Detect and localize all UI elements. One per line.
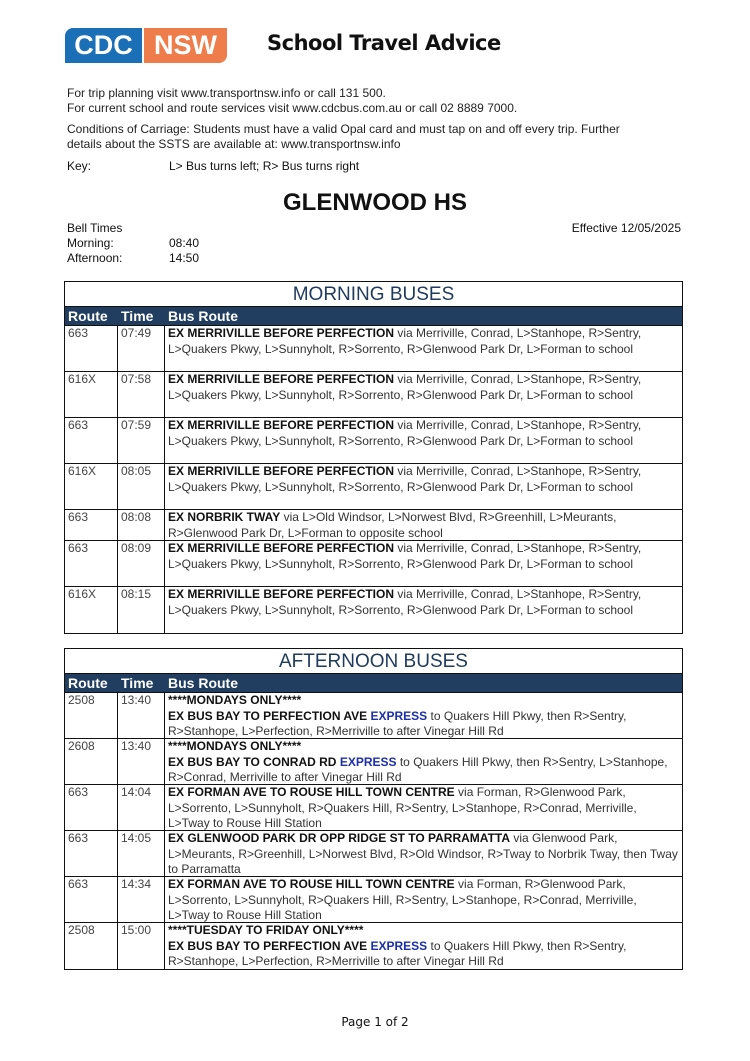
route-via: via Merriville, Conrad, L>Stanhope, R>Sentry, L>Quakers Pkwy, L>Sunnyholt, R>Sorrento, R>Glenwood Park Dr, L>Forman to school: [168, 464, 642, 494]
table-row: [65, 510, 682, 541]
header-bus-route: Bus Route: [168, 308, 238, 324]
route-number: 2508: [65, 693, 118, 738]
effective-date: Effective 12/05/2025: [571, 221, 681, 235]
route-title: EX GLENWOOD PARK DR OPP RIDGE ST TO PARRAMATTA: [168, 831, 511, 845]
route-via: via Merriville, Conrad, L>Stanhope, R>Sentry, L>Quakers Pkwy, L>Sunnyholt, R>Sorrento, R>Glenwood Park Dr, L>Forman to school: [168, 587, 642, 617]
cdc-nsw-logo: [65, 28, 227, 63]
route-title: EX MERRIVILLE BEFORE PERFECTION: [168, 464, 395, 478]
route-number: 663: [65, 785, 118, 830]
express-label: EXPRESS: [370, 708, 428, 723]
route-description: [165, 510, 682, 540]
route-via: via Merriville, Conrad, L>Stanhope, R>Sentry, L>Quakers Pkwy, L>Sunnyholt, R>Sorrento, R>Glenwood Park Dr, L>Forman to school: [168, 541, 642, 571]
route-number: 663: [65, 326, 118, 371]
route-via: via Merriville, Conrad, L>Stanhope, R>Sentry, L>Quakers Pkwy, L>Sunnyholt, R>Sorrento, R>Glenwood Park Dr, L>Forman to school: [168, 418, 642, 448]
table-row: [65, 739, 682, 785]
departure-time: 14:34: [118, 877, 165, 922]
route-description: [165, 739, 682, 784]
afternoon-buses-table: [64, 648, 683, 970]
table-row: [65, 326, 682, 372]
departure-time: 07:49: [118, 326, 165, 371]
route-description: [165, 587, 682, 633]
route-via: via Merriville, Conrad, L>Stanhope, R>Sentry, L>Quakers Pkwy, L>Sunnyholt, R>Sorrento, R>Glenwood Park Dr, L>Forman to school: [168, 372, 642, 402]
route-description: [165, 541, 682, 586]
route-via: via Forman, R>Glenwood Park, L>Sorrento, L>Sunnyholt, R>Quakers Hill, R>Sentry, L>Stanhope, R>Conrad, Merriville, L>Tway to Rouse Hill Station: [168, 785, 637, 830]
route-title: EX BUS BAY TO CONRAD RD: [168, 754, 340, 769]
trip-planning-info: For trip planning visit www.transportnsw.info or call 131 500.: [67, 86, 386, 100]
route-number: 663: [65, 510, 118, 540]
school-name: GLENWOOD HS: [283, 189, 467, 216]
afternoon-bell-label: Afternoon:: [67, 251, 123, 265]
route-title: EX BUS BAY TO PERFECTION AVE: [168, 708, 371, 723]
day-restriction-note: ****TUESDAY TO FRIDAY ONLY****: [168, 923, 364, 937]
morning-bell-time: 08:40: [169, 236, 200, 250]
express-label: EXPRESS: [339, 754, 397, 769]
route-description: [165, 372, 682, 417]
route-title: EX MERRIVILLE BEFORE PERFECTION: [168, 326, 395, 340]
header-time: Time: [118, 307, 165, 325]
table-row: [65, 541, 682, 587]
route-title: EX MERRIVILLE BEFORE PERFECTION: [168, 541, 395, 555]
route-number: 2608: [65, 739, 118, 784]
route-via: via L>Old Windsor, L>Norwest Blvd, R>Greenhill, L>Meurants, R>Glenwood Park Dr, L>Forman to opposite school: [168, 510, 617, 540]
table-header: [65, 674, 682, 693]
route-number: 616X: [65, 372, 118, 417]
route-title: EX FORMAN AVE TO ROUSE HILL TOWN CENTRE: [168, 877, 455, 891]
departure-time: 14:04: [118, 785, 165, 830]
route-via: to Quakers Hill Pkwy, then R>Sentry, R>Stanhope, L>Perfection, R>Merriville to after Vinegar Hill Rd: [168, 938, 627, 968]
route-via: via Forman, R>Glenwood Park, L>Sorrento, L>Sunnyholt, R>Quakers Hill, R>Sentry, L>Stanhope, R>Conrad, Merriville, L>Tway to Rouse Hill Station: [168, 877, 637, 922]
header-route: Route: [65, 674, 118, 692]
route-number: 663: [65, 418, 118, 463]
table-row: [65, 372, 682, 418]
header-time: Time: [118, 674, 165, 692]
departure-time: 13:40: [118, 693, 165, 738]
bell-times-label: Bell Times: [67, 221, 123, 235]
page-number: Page 1 of 2: [341, 1015, 409, 1029]
header-route: Route: [65, 307, 118, 325]
route-number: 663: [65, 877, 118, 922]
departure-time: 08:15: [118, 587, 165, 633]
route-description: [165, 877, 682, 922]
route-number: 663: [65, 541, 118, 586]
departure-time: 07:59: [118, 418, 165, 463]
logo-nsw: NSW: [144, 28, 227, 63]
route-number: 2508: [65, 923, 118, 969]
departure-time: 15:00: [118, 923, 165, 969]
route-description: [165, 923, 682, 969]
table-row: [65, 693, 682, 739]
route-description: [165, 831, 682, 876]
header-bus-route: Bus Route: [168, 675, 238, 691]
route-title: EX BUS BAY TO PERFECTION AVE: [168, 938, 371, 953]
departure-time: 08:08: [118, 510, 165, 540]
route-title: EX MERRIVILLE BEFORE PERFECTION: [168, 587, 395, 601]
route-via: to Quakers Hill Pkwy, then R>Sentry, L>Stanhope, R>Conrad, Merriville to after Vinegar Hill Rd: [168, 754, 668, 784]
route-description: [165, 464, 682, 509]
departure-time: 08:05: [118, 464, 165, 509]
table-row: [65, 923, 682, 969]
document-title: School Travel Advice: [267, 31, 501, 55]
route-number: 616X: [65, 464, 118, 509]
route-description: [165, 785, 682, 830]
route-title: EX MERRIVILLE BEFORE PERFECTION: [168, 372, 395, 386]
route-title: EX FORMAN AVE TO ROUSE HILL TOWN CENTRE: [168, 785, 455, 799]
route-number: 616X: [65, 587, 118, 633]
conditions-line-1: Conditions of Carriage: Students must have a valid Opal card and must tap on and off every trip. Further: [67, 122, 620, 136]
morning-buses-table: [64, 281, 683, 634]
day-restriction-note: ****MONDAYS ONLY****: [168, 739, 302, 753]
departure-time: 07:58: [118, 372, 165, 417]
express-label: EXPRESS: [370, 938, 428, 953]
route-via: to Quakers Hill Pkwy, then R>Sentry, R>Stanhope, L>Perfection, R>Merriville to after Vinegar Hill Rd: [168, 708, 627, 738]
table-header: [65, 307, 682, 326]
route-description: [165, 693, 682, 738]
logo-cdc: CDC: [65, 28, 142, 63]
table-row: [65, 877, 682, 923]
route-description: [165, 418, 682, 463]
departure-time: 08:09: [118, 541, 165, 586]
departure-time: 14:05: [118, 831, 165, 876]
school-services-info: For current school and route services visit www.cdcbus.com.au or call 02 8889 7000.: [67, 101, 518, 115]
route-number: 663: [65, 831, 118, 876]
table-row: [65, 831, 682, 877]
morning-bell-label: Morning:: [67, 236, 114, 250]
afternoon-table-title: AFTERNOON BUSES: [65, 649, 682, 674]
conditions-line-2: details about the SSTS are available at: www.transportnsw.info: [67, 137, 401, 151]
table-row: [65, 418, 682, 464]
route-via: via Merriville, Conrad, L>Stanhope, R>Sentry, L>Quakers Pkwy, L>Sunnyholt, R>Sorrento, R>Glenwood Park Dr, L>Forman to school: [168, 326, 642, 356]
table-row: [65, 785, 682, 831]
table-row: [65, 587, 682, 633]
key-text: L> Bus turns left; R> Bus turns right: [169, 159, 360, 173]
key-label: Key:: [67, 159, 92, 173]
morning-table-title: MORNING BUSES: [65, 282, 682, 307]
route-title: EX MERRIVILLE BEFORE PERFECTION: [168, 418, 395, 432]
table-row: [65, 464, 682, 510]
route-via: via Glenwood Park, L>Meurants, R>Greenhill, L>Norwest Blvd, R>Old Windsor, R>Tway to Norbrik Tway, then Tway to Parramatta: [168, 831, 678, 876]
day-restriction-note: ****MONDAYS ONLY****: [168, 693, 302, 707]
route-description: [165, 326, 682, 371]
afternoon-bell-time: 14:50: [169, 251, 200, 265]
departure-time: 13:40: [118, 739, 165, 784]
route-title: EX NORBRIK TWAY: [168, 510, 281, 524]
